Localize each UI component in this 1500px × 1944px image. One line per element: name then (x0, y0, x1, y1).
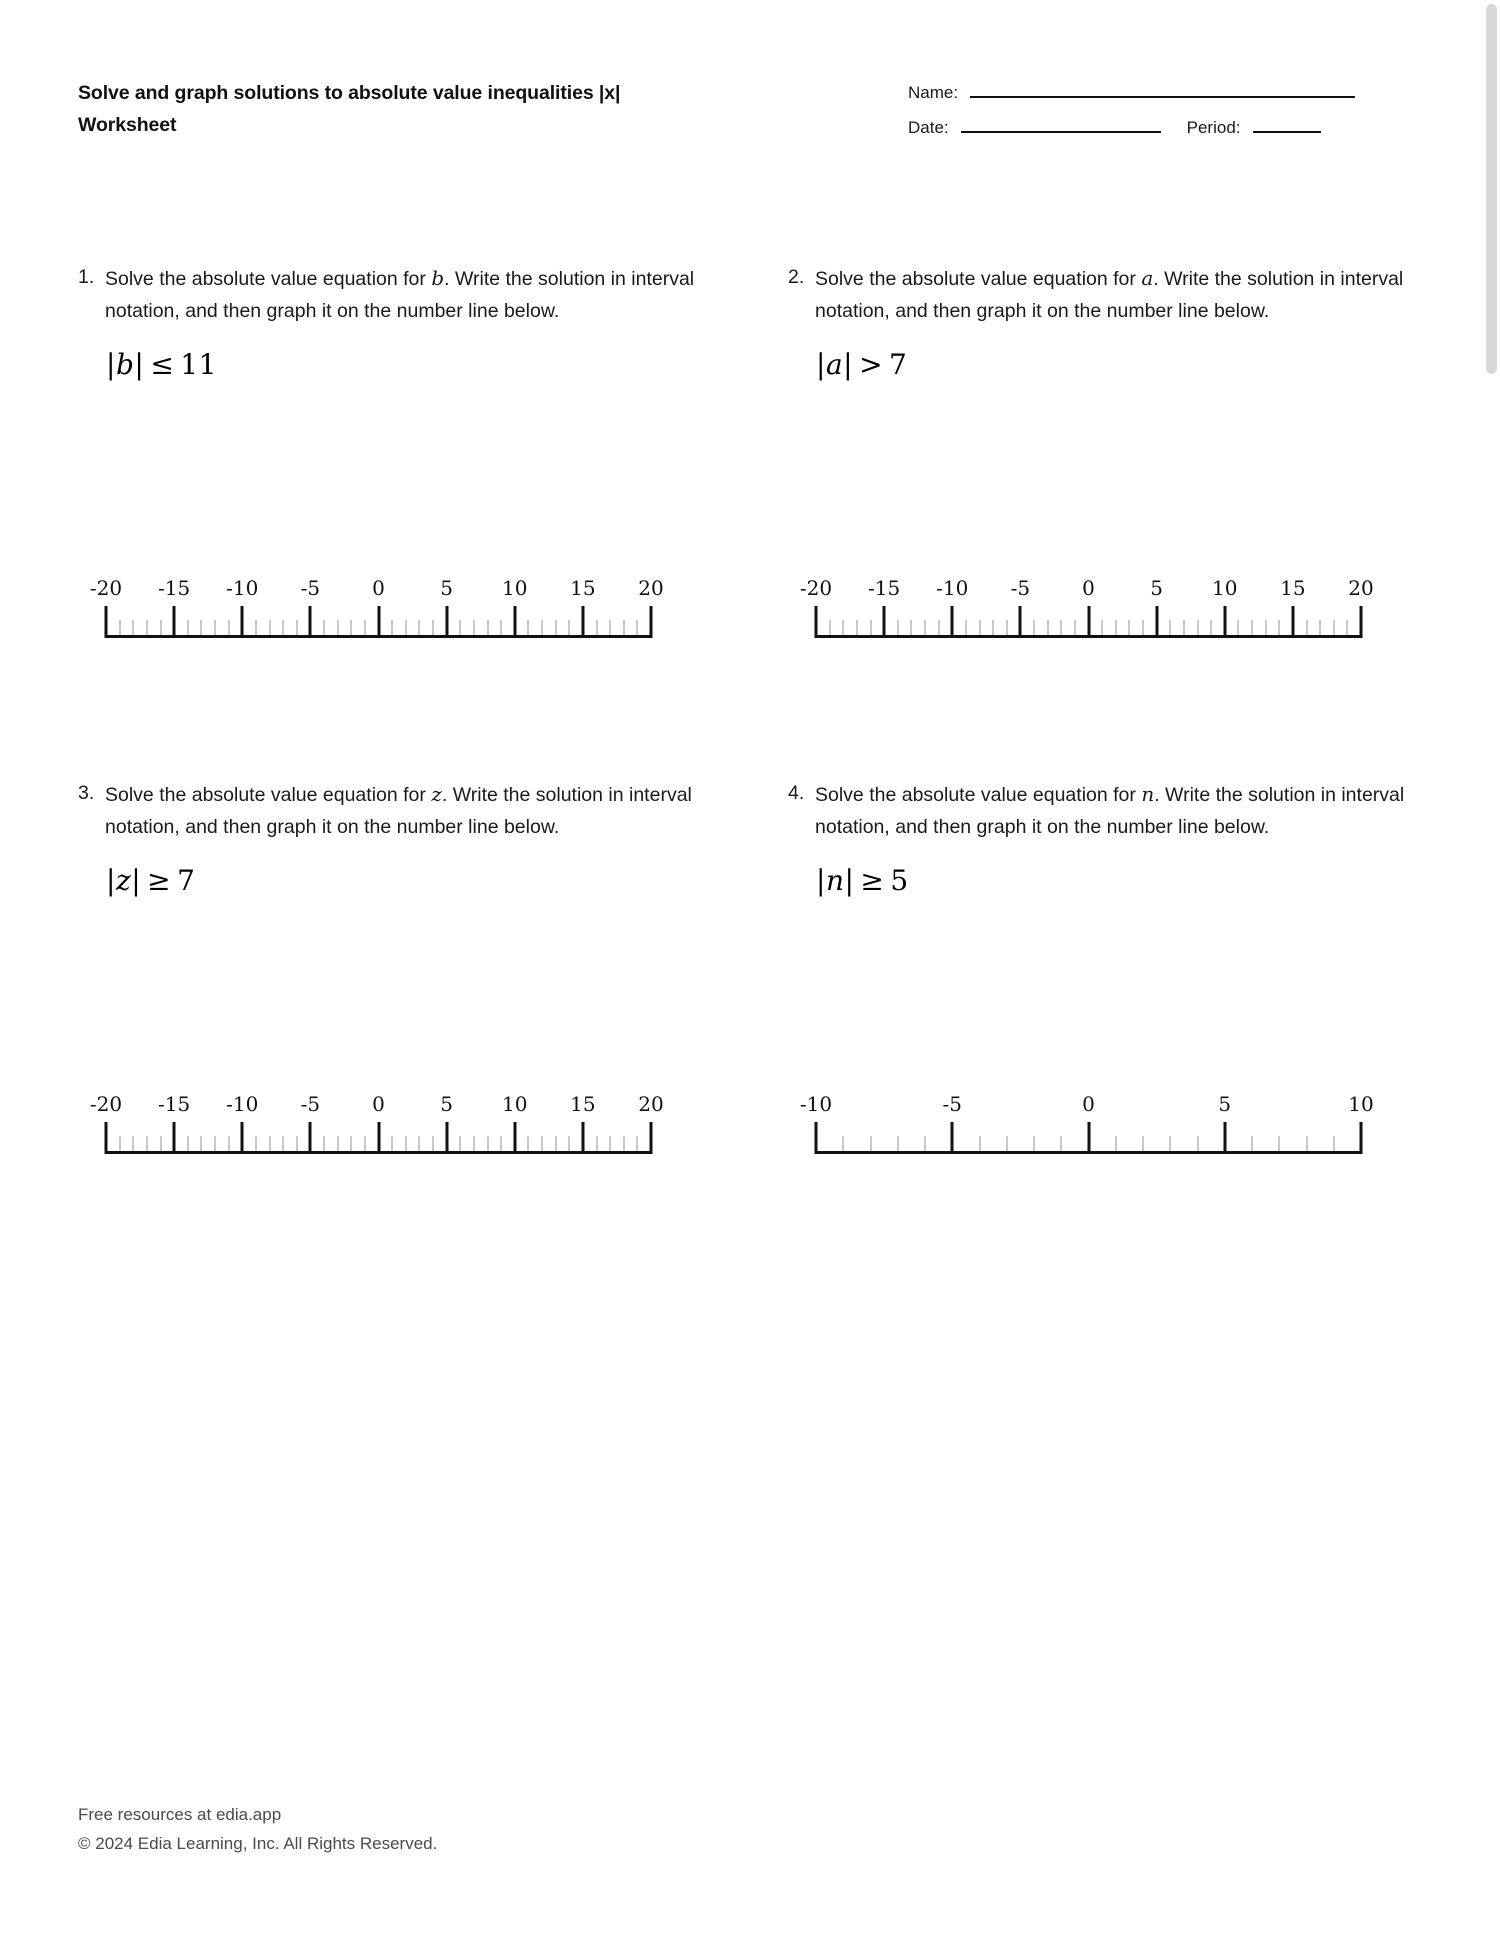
tick-minor (829, 620, 831, 635)
tick-label: 10 (1348, 1091, 1374, 1116)
tick-minor (214, 1136, 216, 1151)
tick-minor (323, 1136, 325, 1151)
tick-major (815, 1122, 818, 1154)
tick-minor (500, 620, 502, 635)
tick-major (513, 606, 516, 638)
tick-minor (214, 620, 216, 635)
problem-3-number-line-ticks (106, 1120, 651, 1154)
problem-1-expr-variable: b (115, 347, 135, 381)
tick-minor (979, 620, 981, 635)
tick-minor (269, 620, 271, 635)
tick-minor (337, 1136, 339, 1151)
problem-4-text-part1: Solve the absolute value equation for (815, 783, 1142, 806)
problem-3-variable: z (431, 781, 442, 806)
tick-label: 0 (1082, 575, 1095, 600)
tick-minor (965, 620, 967, 635)
problem-4-expression: |n| ≥ 5 (816, 863, 909, 897)
tick-minor (527, 620, 529, 635)
problem-1-number-line[interactable] (89, 574, 664, 638)
tick-label: 15 (570, 1091, 596, 1116)
tick-minor (1237, 620, 1239, 635)
tick-major (377, 1122, 380, 1154)
problem-2-text (815, 262, 1408, 328)
tick-minor (269, 1136, 271, 1151)
tick-minor (432, 620, 434, 635)
tick-major (309, 606, 312, 638)
tick-minor (842, 620, 844, 635)
tick-minor (418, 1136, 420, 1151)
problem-1-number: 1. (78, 266, 95, 288)
tick-minor (1333, 620, 1335, 635)
tick-minor (350, 620, 352, 635)
tick-major (445, 606, 448, 638)
problem-3-text-part1: Solve the absolute value equation for (105, 783, 432, 806)
problem-3-prompt (78, 778, 698, 844)
problem-1-expr-value: 11 (180, 347, 217, 381)
tick-minor (119, 620, 121, 635)
tick-minor (1060, 620, 1062, 635)
tick-minor (487, 620, 489, 635)
tick-minor (391, 620, 393, 635)
tick-minor (364, 620, 366, 635)
problem-1-text (105, 262, 698, 328)
problem-3-number-line[interactable] (89, 1090, 664, 1154)
problem-2-expr-value: 7 (889, 347, 908, 381)
tick-minor (1278, 1136, 1280, 1151)
tick-major (1223, 606, 1226, 638)
tick-label: 15 (570, 575, 596, 600)
tick-minor (1319, 620, 1321, 635)
tick-minor (568, 1136, 570, 1151)
problem-row-2 (78, 778, 1408, 1154)
tick-label: 5 (440, 575, 453, 600)
problem-3-number-line-labels (89, 1090, 664, 1116)
problem-2-expression: |a| > 7 (816, 347, 908, 381)
tick-label: -10 (226, 1091, 259, 1116)
tick-minor (459, 620, 461, 635)
tick-minor (1074, 620, 1076, 635)
tick-minor (282, 1136, 284, 1151)
tick-minor (146, 1136, 148, 1151)
problem-1-expression: |b| ≤ 11 (106, 347, 217, 381)
tick-minor (938, 620, 940, 635)
name-row (908, 84, 1408, 103)
tick-label: 20 (638, 1091, 664, 1116)
tick-minor (160, 620, 162, 635)
name-input-line[interactable] (970, 96, 1355, 98)
tick-label: 10 (1212, 575, 1238, 600)
tick-minor (1006, 1136, 1008, 1151)
problem-4-workspace[interactable] (788, 906, 1408, 1090)
tick-minor (1047, 620, 1049, 635)
tick-minor (541, 620, 543, 635)
tick-minor (1060, 1136, 1062, 1151)
tick-minor (897, 1136, 899, 1151)
tick-major (951, 1122, 954, 1154)
tick-minor (228, 1136, 230, 1151)
problem-1-expr-operator: ≤ (150, 347, 175, 381)
tick-minor (487, 1136, 489, 1151)
tick-minor (1142, 620, 1144, 635)
tick-minor (842, 1136, 844, 1151)
problem-1-prompt (78, 262, 698, 328)
period-label: Period: (1186, 118, 1241, 137)
tick-minor (596, 1136, 598, 1151)
tick-minor (870, 620, 872, 635)
tick-minor (350, 1136, 352, 1151)
tick-minor (1251, 620, 1253, 635)
tick-minor (568, 620, 570, 635)
problem-2-text-part1: Solve the absolute value equation for (815, 268, 1142, 290)
tick-major (1291, 606, 1294, 638)
problem-1-number-line-ticks (106, 604, 651, 638)
tick-label: 5 (1150, 575, 1163, 600)
tick-minor (1033, 1136, 1035, 1151)
tick-major (1360, 606, 1363, 638)
tick-minor (146, 620, 148, 635)
tick-major (1087, 606, 1090, 638)
tick-minor (200, 620, 202, 635)
tick-major (883, 606, 886, 638)
tick-major (309, 1122, 312, 1154)
tick-minor (391, 1136, 393, 1151)
problem-1-text-part1: Solve the absolute value equation for (105, 268, 432, 290)
tick-minor (1006, 620, 1008, 635)
tick-minor (364, 1136, 366, 1151)
tick-label: 5 (440, 1091, 453, 1116)
tick-label: -10 (799, 1091, 833, 1116)
tick-minor (119, 1136, 121, 1151)
tick-minor (1278, 620, 1280, 635)
problem-3-expr-value: 7 (177, 863, 196, 897)
tick-label: 0 (372, 575, 385, 600)
problem-3-text-part2: . Write the solution in interval notation, and then graph it on the number line below. (105, 783, 692, 838)
tick-minor (1169, 620, 1171, 635)
tick-minor (897, 620, 899, 635)
tick-minor (432, 1136, 434, 1151)
tick-minor (870, 1136, 872, 1151)
tick-minor (1210, 620, 1212, 635)
tick-label: -5 (300, 575, 321, 600)
tick-major (241, 1122, 244, 1154)
tick-minor (1128, 620, 1130, 635)
tick-minor (418, 620, 420, 635)
vertical-scrollbar[interactable] (1482, 0, 1500, 1944)
problem-4-number-line-labels (799, 1090, 1374, 1116)
problem-4-expr-variable: n (825, 863, 845, 897)
problem-3-expr-variable: z (115, 863, 132, 897)
problem-3-number: 3. (78, 781, 95, 804)
tick-minor (1251, 1136, 1253, 1151)
problem-1-variable: b (431, 266, 445, 290)
problem-2-number-line[interactable] (799, 574, 1374, 638)
problem-2-text-part2: . Write the solution in interval notation, and then graph it on the number line below. (815, 268, 1404, 322)
tick-minor (856, 620, 858, 635)
problem-4-prompt (788, 778, 1408, 844)
problem-3-text (105, 778, 698, 844)
tick-label: -15 (158, 1091, 191, 1116)
problem-2-expr-variable: a (825, 347, 844, 381)
tick-minor (1142, 1136, 1144, 1151)
problem-2-variable: a (1141, 266, 1154, 290)
tick-major (650, 1122, 653, 1154)
tick-minor (924, 620, 926, 635)
tick-major (173, 606, 176, 638)
tick-label: 0 (1082, 1091, 1095, 1116)
tick-minor (979, 1136, 981, 1151)
problem-row-1 (78, 262, 1408, 638)
page-title-line1: Solve and graph solutions to absolute value inequalities |x| (78, 82, 621, 104)
tick-label: 10 (502, 1091, 528, 1116)
tick-minor (200, 1136, 202, 1151)
tick-label: -20 (89, 1091, 123, 1116)
tick-major (241, 606, 244, 638)
tick-label: 20 (638, 575, 664, 600)
tick-major (377, 606, 380, 638)
tick-major (105, 606, 108, 638)
tick-label: -5 (1010, 575, 1031, 600)
tick-minor (609, 1136, 611, 1151)
tick-minor (282, 620, 284, 635)
tick-minor (1101, 620, 1103, 635)
tick-major (1019, 606, 1022, 638)
tick-minor (255, 620, 257, 635)
tick-major (445, 1122, 448, 1154)
tick-label: 5 (1218, 1091, 1232, 1116)
tick-minor (992, 620, 994, 635)
problem-2-number-line-labels (799, 574, 1374, 600)
tick-minor (541, 1136, 543, 1151)
tick-label: -15 (868, 575, 901, 600)
tick-label: -10 (226, 575, 259, 600)
page-footer (78, 1800, 437, 1858)
problem-2-prompt (788, 262, 1408, 328)
tick-label: 15 (1280, 575, 1306, 600)
tick-minor (459, 1136, 461, 1151)
problem-2-number: 2. (788, 266, 805, 288)
tick-major (581, 1122, 584, 1154)
problem-3-expression: |z| ≥ 7 (106, 863, 196, 897)
tick-minor (337, 620, 339, 635)
tick-minor (228, 620, 230, 635)
problem-grid (78, 262, 1408, 1154)
tick-minor (636, 1136, 638, 1151)
tick-minor (187, 620, 189, 635)
tick-minor (623, 620, 625, 635)
tick-minor (555, 1136, 557, 1151)
problem-3-expr-operator: ≥ (147, 863, 172, 897)
worksheet-header (78, 78, 1408, 141)
problem-4-number-line[interactable] (799, 1090, 1374, 1154)
tick-minor (500, 1136, 502, 1151)
tick-minor (296, 1136, 298, 1151)
tick-label: -5 (300, 1091, 321, 1116)
tick-minor (1197, 620, 1199, 635)
tick-minor (323, 620, 325, 635)
tick-minor (255, 1136, 257, 1151)
tick-minor (160, 1136, 162, 1151)
date-period-row (908, 119, 1408, 138)
tick-minor (1115, 620, 1117, 635)
problem-2-expr-operator: > (859, 347, 884, 381)
tick-minor (405, 620, 407, 635)
tick-minor (623, 1136, 625, 1151)
name-label: Name: (908, 83, 959, 102)
page-title-line2: Worksheet (78, 113, 177, 136)
date-label: Date: (908, 118, 949, 137)
tick-major (1360, 1122, 1363, 1154)
footer-copyright-line: © 2024 Edia Learning, Inc. All Rights Reserved. (78, 1834, 438, 1854)
tick-minor (910, 620, 912, 635)
tick-minor (1197, 1136, 1199, 1151)
tick-minor (527, 1136, 529, 1151)
tick-minor (1333, 1136, 1335, 1151)
tick-major (105, 1122, 108, 1154)
tick-label: 0 (372, 1091, 385, 1116)
problem-1 (78, 262, 698, 638)
problem-3 (78, 778, 698, 1154)
tick-minor (132, 1136, 134, 1151)
problem-4-text (815, 778, 1408, 844)
tick-major (173, 1122, 176, 1154)
footer-resources-line: Free resources at edia.app (78, 1805, 282, 1824)
tick-major (1155, 606, 1158, 638)
problem-3-workspace[interactable] (78, 906, 698, 1090)
problem-1-number-line-labels (89, 574, 664, 600)
problem-4-text-part2: . Write the solution in interval notation, and then graph it on the number line below. (815, 783, 1405, 838)
tick-minor (555, 620, 557, 635)
tick-minor (473, 620, 475, 635)
student-info-block (908, 78, 1408, 138)
page-title (78, 78, 838, 141)
tick-minor (609, 620, 611, 635)
tick-minor (924, 1136, 926, 1151)
problem-4-expr-value: 5 (890, 863, 909, 897)
tick-minor (473, 1136, 475, 1151)
tick-label: 20 (1348, 575, 1374, 600)
tick-major (951, 606, 954, 638)
problem-2-number-line-ticks (816, 604, 1361, 638)
date-input-line[interactable] (961, 131, 1161, 133)
tick-minor (1115, 1136, 1117, 1151)
problem-4 (788, 778, 1408, 1154)
period-input-line[interactable] (1253, 131, 1321, 133)
tick-minor (1033, 620, 1035, 635)
tick-major (513, 1122, 516, 1154)
tick-label: -20 (89, 575, 123, 600)
tick-minor (405, 1136, 407, 1151)
tick-minor (1346, 620, 1348, 635)
tick-minor (132, 620, 134, 635)
problem-4-expr-operator: ≥ (860, 863, 885, 897)
tick-minor (1183, 620, 1185, 635)
tick-label: -20 (799, 575, 833, 600)
tick-minor (1169, 1136, 1171, 1151)
tick-minor (296, 620, 298, 635)
tick-label: -15 (158, 575, 191, 600)
tick-minor (596, 620, 598, 635)
problem-1-workspace[interactable] (78, 390, 698, 574)
problem-2-workspace[interactable] (788, 390, 1408, 574)
tick-minor (1306, 620, 1308, 635)
scrollbar-thumb[interactable] (1486, 4, 1497, 374)
tick-minor (636, 620, 638, 635)
tick-minor (1306, 1136, 1308, 1151)
problem-4-number: 4. (788, 781, 805, 804)
tick-label: -5 (942, 1091, 962, 1116)
tick-major (1087, 1122, 1090, 1154)
tick-label: 10 (502, 575, 528, 600)
tick-major (1223, 1122, 1226, 1154)
problem-4-number-line-ticks (816, 1120, 1361, 1154)
tick-major (581, 606, 584, 638)
tick-minor (187, 1136, 189, 1151)
tick-minor (1265, 620, 1267, 635)
tick-label: -10 (936, 575, 969, 600)
problem-1-text-part2: . Write the solution in interval notation, and then graph it on the number line below. (105, 268, 695, 322)
tick-major (815, 606, 818, 638)
problem-4-variable: n (1141, 781, 1155, 806)
problem-2 (788, 262, 1408, 638)
tick-major (650, 606, 653, 638)
